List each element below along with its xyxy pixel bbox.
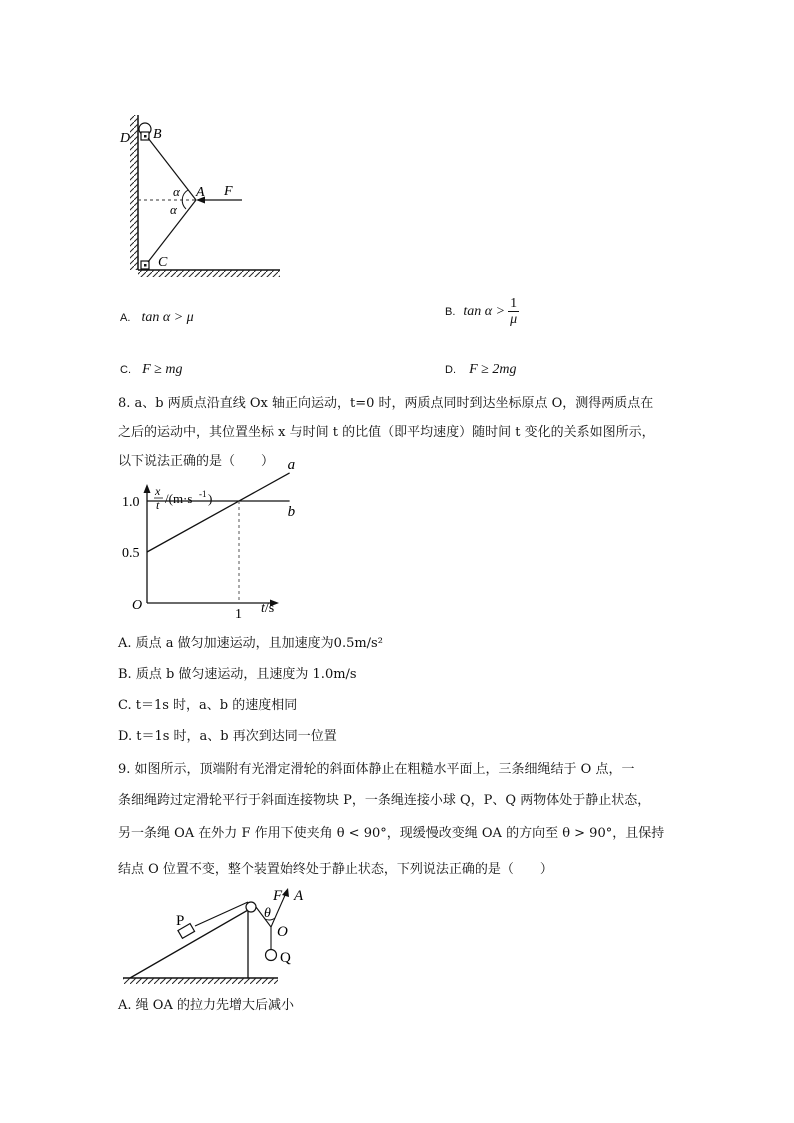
label-q: Q xyxy=(280,950,291,966)
series-a-label: a xyxy=(287,456,296,473)
incline xyxy=(130,910,248,978)
q9-stem-line-3: 另一条绳 OA 在外力 F 作用下使夹角 θ < 90°，现缓慢改变绳 OA 的方向至 θ > 90°，且保持 xyxy=(118,826,665,841)
ball-q xyxy=(266,950,277,961)
svg-text:): ) xyxy=(208,491,213,506)
q7-option-b: B. tan α > 1 μ xyxy=(445,296,518,327)
series-a-line xyxy=(147,473,290,552)
q8-stem-line-1: 8. a、b 两质点沿直线 Ox 轴正向运动，t=0 时，两质点同时到达坐标原点 O，测得两质点在 xyxy=(118,396,654,411)
q9-option-a: A. 绳 OA 的拉力先增大后减小 xyxy=(118,998,294,1013)
label-o: O xyxy=(277,924,288,940)
y-tick-label: 0.5 xyxy=(122,546,140,561)
label-theta: θ xyxy=(264,906,271,921)
rod-ab xyxy=(148,138,196,200)
x-tick-label: 1 xyxy=(235,607,242,622)
q9-stem-line-1: 9. 如图所示，顶端附有光滑定滑轮的斜面体静止在粗糙水平面上，三条细绳结于 O 点，一 xyxy=(118,762,635,777)
label-d: D xyxy=(120,131,131,146)
pulley xyxy=(246,902,256,912)
floor xyxy=(138,270,280,277)
q8-stem-line-3: 以下说法正确的是（ ） xyxy=(118,454,275,469)
label-f: F xyxy=(273,888,283,904)
label-b: B xyxy=(153,127,162,142)
q9-figure xyxy=(118,882,318,992)
series-b-label: b xyxy=(287,504,296,520)
q7-option-c: C. F ≥ mg xyxy=(120,362,183,377)
ground xyxy=(123,978,278,984)
svg-text:t: t xyxy=(156,498,160,512)
q8-option-b: B. 质点 b 做匀速运动，且速度为 1.0m/s xyxy=(118,667,357,682)
y-axis-label xyxy=(154,484,212,512)
label-f: F xyxy=(224,184,233,199)
q7-option-a: A. tan α > μ xyxy=(120,310,194,325)
q8-option-a: A. 质点 a 做匀加速运动，且加速度为0.5m/s² xyxy=(118,636,383,651)
label-alpha-top: α xyxy=(173,184,180,199)
label-c: C xyxy=(158,255,168,270)
q8-option-c: C. t＝1s 时，a、b 的速度相同 xyxy=(118,698,298,713)
svg-text:/(m·s: /(m·s xyxy=(165,491,193,506)
q9-stem-line-4: 结点 O 位置不变，整个装置始终处于静止状态，下列说法正确的是（ ） xyxy=(118,862,553,877)
q7-figure xyxy=(110,110,300,280)
q9-stem-line-2: 条细绳跨过定滑轮平行于斜面连接物块 P，一条绳连接小球 Q，P、Q 两物体处于静止状态， xyxy=(118,793,651,808)
y-tick-label: 1.0 xyxy=(122,495,140,510)
svg-text:-1: -1 xyxy=(199,489,207,499)
label-a: A xyxy=(294,888,304,904)
svg-text:x: x xyxy=(155,484,161,498)
q8-option-d: D. t＝1s 时，a、b 再次到达同一位置 xyxy=(118,729,337,744)
label-a: A xyxy=(196,185,205,200)
x-axis-label: t/s xyxy=(261,601,275,616)
q8-stem-line-2: 之后的运动中，其位置坐标 x 与时间 t 的比值（即平均速度）随时间 t 变化的关系如图所示， xyxy=(118,425,655,440)
origin-label: O xyxy=(132,598,143,613)
q7-option-a-expr: tan α > μ xyxy=(141,310,194,325)
label-alpha-bottom: α xyxy=(170,202,177,217)
q7-option-d: D. F ≥ 2mg xyxy=(445,362,517,377)
label-p: P xyxy=(176,913,185,929)
wall xyxy=(130,115,138,270)
fraction: 1 μ xyxy=(510,296,518,327)
